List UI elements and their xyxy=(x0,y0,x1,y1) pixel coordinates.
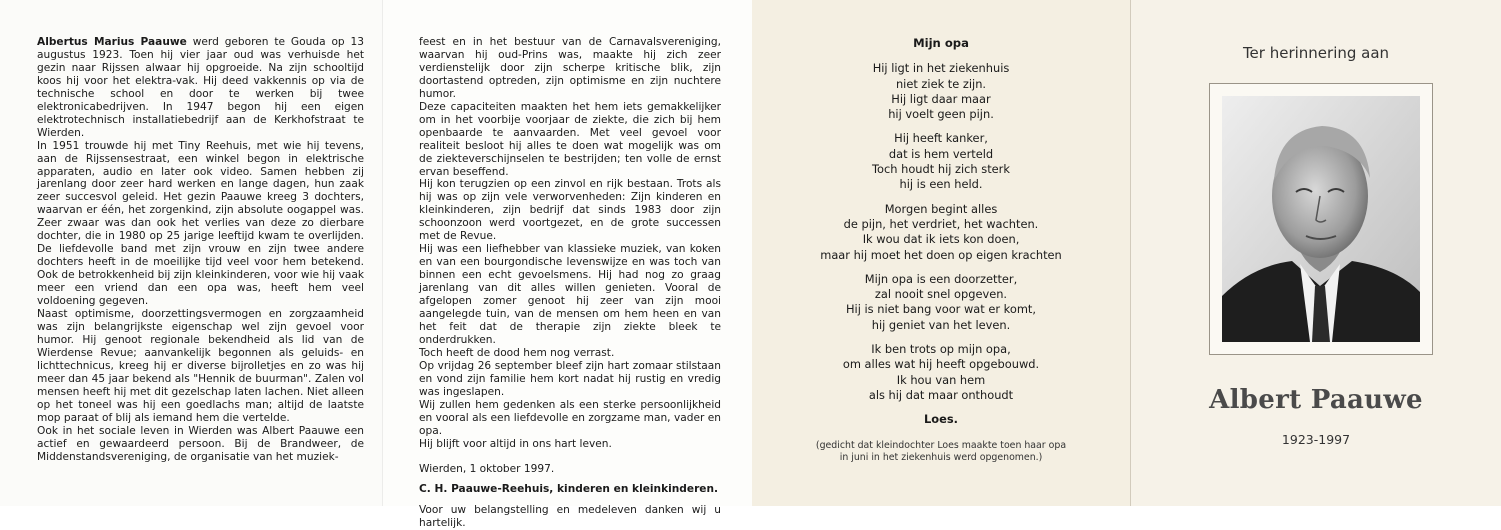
poem-line: om alles wat hij heeft opgebouwd. xyxy=(842,357,1040,372)
photo-frame xyxy=(1209,83,1433,355)
biography-panel-right xyxy=(382,0,753,530)
biography-panel-left xyxy=(0,0,382,506)
poem-line: Hij is niet bang voor wat er komt, xyxy=(845,302,1036,317)
fold-line xyxy=(1130,0,1131,506)
deceased-full-name: Albertus Marius Paauwe xyxy=(37,36,187,48)
poem-stanza xyxy=(752,342,1130,403)
biography-column-2 xyxy=(419,36,721,530)
poem-line: de pijn, het verdriet, het wachten. xyxy=(843,216,1039,231)
poem-line: maar hij moet het doen op eigen krachten xyxy=(820,247,1062,262)
biography-paragraph: Deze capaciteiten maakten het hem iets gemakkelijker om in het voorbije voorjaar de ziekte, die zich bij hem openbaarde te aanvaarden. Met veel gevoel voor realiteit besloot hij alles te doen wat mogelijk was om de ziekteverschijnselen te bestrijden; ten volle de ernst ervan beseffend. xyxy=(419,100,721,178)
poem-line: zal nooit snel opgeven. xyxy=(874,287,1008,302)
poem-panel xyxy=(752,0,1130,506)
portrait-illustration xyxy=(1222,96,1420,342)
poem-line: Hij heeft kanker, xyxy=(894,131,988,146)
biography-paragraph: Toch heeft de dood hem nog verrast. xyxy=(419,346,615,359)
biography-paragraph: Wij zullen hem gedenken als een sterke persoonlijkheid en vooral als een liefdevolle en zorgzame man, vader en opa. xyxy=(419,398,721,437)
biography-paragraph: Hij was een liefhebber van klassieke muziek, van koken en van een bourgondische levenswijze en was toch van binnen een echt gevoelsmens. Hij had nog zo graag jarenlang van dit alles willen genieten. Vooral de afgelopen zomer genoot hij zeer van zijn mooi aangelegde tuin, van de mensen om hem heen en van het feit dat de therapie zijn ziekte bleek te onderdrukken. xyxy=(419,243,721,346)
poem-line: Mijn opa is een doorzetter, xyxy=(864,271,1018,286)
poem-line: Ik hou van hem xyxy=(896,372,986,387)
life-years: 1923-1997 xyxy=(1281,432,1351,447)
poem-line: hij voelt geen pijn. xyxy=(888,107,994,122)
poem-line: Hij ligt daar maar xyxy=(891,91,991,106)
poem-line: Ik wou dat ik iets kon doen, xyxy=(862,232,1020,247)
poem-stanza xyxy=(752,131,1130,192)
poem-line: Morgen begint alles xyxy=(884,201,998,216)
poem-stanza xyxy=(752,61,1130,122)
poem-stanza xyxy=(752,272,1130,333)
biography-intro-text: werd geboren te Gouda op 13 augustus 1923. Toen hij vier jaar oud was verhuisde het gezin naar Rijssen alwaar hij opgroeide. Na zijn schooltijd koos hij voor het elektra-vak. Hij deed vakkennis op via de technische school en door te werken bij twee elektronicabedrijven. In 1947 begon hij een eigen elektrotechnisch installatiebedrijf aan de Kerkhofstraat te Wierden. xyxy=(37,36,365,139)
biography-paragraph: feest en in het bestuur van de Carnavalsvereniging, waarvan hij oud-Prins was, maakte hij zich zeer verdienstelijk door zijn scherpe kritische blik, zijn doortastend optreden, zijn optimisme en zijn nuchtere humor. xyxy=(419,36,721,100)
poem-line: dat is hem verteld xyxy=(888,146,994,161)
poem-note-line: (gedicht dat kleindochter Loes maakte toen haar opa xyxy=(815,439,1067,451)
biography-paragraph: Hij kon terugzien op een zinvol en rijk bestaan. Trots als hij was op zijn vele verworvenheden: Zijn kinderen en kleinkinderen, zijn bedrijf dat sinds 1983 door zijn schoonzoon werd voortgezet, en de grote successen met de Revue. xyxy=(419,178,721,243)
cover-heading: Ter herinnering aan xyxy=(1242,44,1390,62)
signed-by: C. H. Paauwe-Reehuis, kinderen en kleinkinderen. xyxy=(419,483,719,496)
poem-line: Toch houdt hij zich sterk xyxy=(872,162,1010,177)
cover-panel xyxy=(1130,0,1501,506)
poem-note-line: in juni in het ziekenhuis werd opgenomen.) xyxy=(839,452,1043,464)
portrait-photo xyxy=(1222,96,1420,342)
thanks-note: Voor uw belangstelling en medeleven danken wij u hartelijk. xyxy=(419,504,721,530)
biography-paragraph: In 1951 trouwde hij met Tiny Reehuis, met wie hij tevens, aan de Rijssensestraat, een winkel begon in elektrische apparaten, audio en later ook video. Samen hebben zij jarenlang door zeer hard werken en lange dagen, hun zaak zeer succesvol geleid. Het gezin Paauwe kreeg 3 dochters, waarvan er één, het zorgenkind, zijn absolute oogappel was. Zeer zwaar was dan ook het verlies van deze zo dierbare dochter, die in 1980 op 25 jarige leeftijd kwam te overlijden. De liefdevolle band met zijn vrouw en zijn twee andere dochters heeft in de moeilijke tijd veel voor hem betekend. Ook de betrokkenheid bij zijn kleinkinderen, voor wie hij vaak meer een vriend dan een opa was, heeft hem veel voldoening gegeven. xyxy=(37,139,364,308)
poem-title: Mijn opa xyxy=(913,36,969,50)
poem-line: als hij dat maar onthoudt xyxy=(868,387,1014,402)
biography-paragraph: Op vrijdag 26 september bleef zijn hart zomaar stilstaan en vond zijn familie hem kort nadat hij rustig en vredig was ingeslapen. xyxy=(419,359,721,398)
biography-paragraph: Naast optimisme, doorzettingsvermogen en zorgzaamheid was zijn belangrijkste eigenschap wel zijn gevoel voor humor. Hij genoot regionale bekendheid als lid van de Wierdense Revue; aanvankelijk begonnen als geluids- en lichttechnicus, kreeg hij er diverse bijrolletjes en zo was hij meer dan 45 jaar bekend als "Hennik de buurman". Zalen vol mensen heeft hij met dit gezelschap laten lachen. Niet alleen op het toneel was hij een goedlachs man; altijd de laatste mop paraat of blij als iemand hem die vertelde. xyxy=(37,308,364,424)
poem xyxy=(752,36,1130,465)
biography-paragraph: Ook in het sociale leven in Wierden was Albert Paauwe een actief en gewaardeerd persoon. Bij de Brandweer, de Middenstandsvereniging, de organisatie van het muziek- xyxy=(37,424,364,463)
place-date: Wierden, 1 oktober 1997. xyxy=(419,462,555,475)
poem-line: Hij ligt in het ziekenhuis xyxy=(872,61,1010,76)
poem-line: Ik ben trots op mijn opa, xyxy=(871,342,1011,357)
biography-intro xyxy=(37,36,364,140)
deceased-name: Albert Paauwe xyxy=(1209,385,1423,415)
poem-author: Loes. xyxy=(924,412,958,427)
biography-column-1 xyxy=(37,36,364,463)
biography-paragraph: Hij blijft voor altijd in ons hart leven. xyxy=(419,437,612,450)
poem-line: niet ziek te zijn. xyxy=(895,76,987,91)
poem-line: hij geniet van het leven. xyxy=(871,317,1011,332)
poem-stanza xyxy=(752,202,1130,263)
poem-line: hij is een held. xyxy=(899,177,983,192)
poem-note xyxy=(752,440,1130,465)
